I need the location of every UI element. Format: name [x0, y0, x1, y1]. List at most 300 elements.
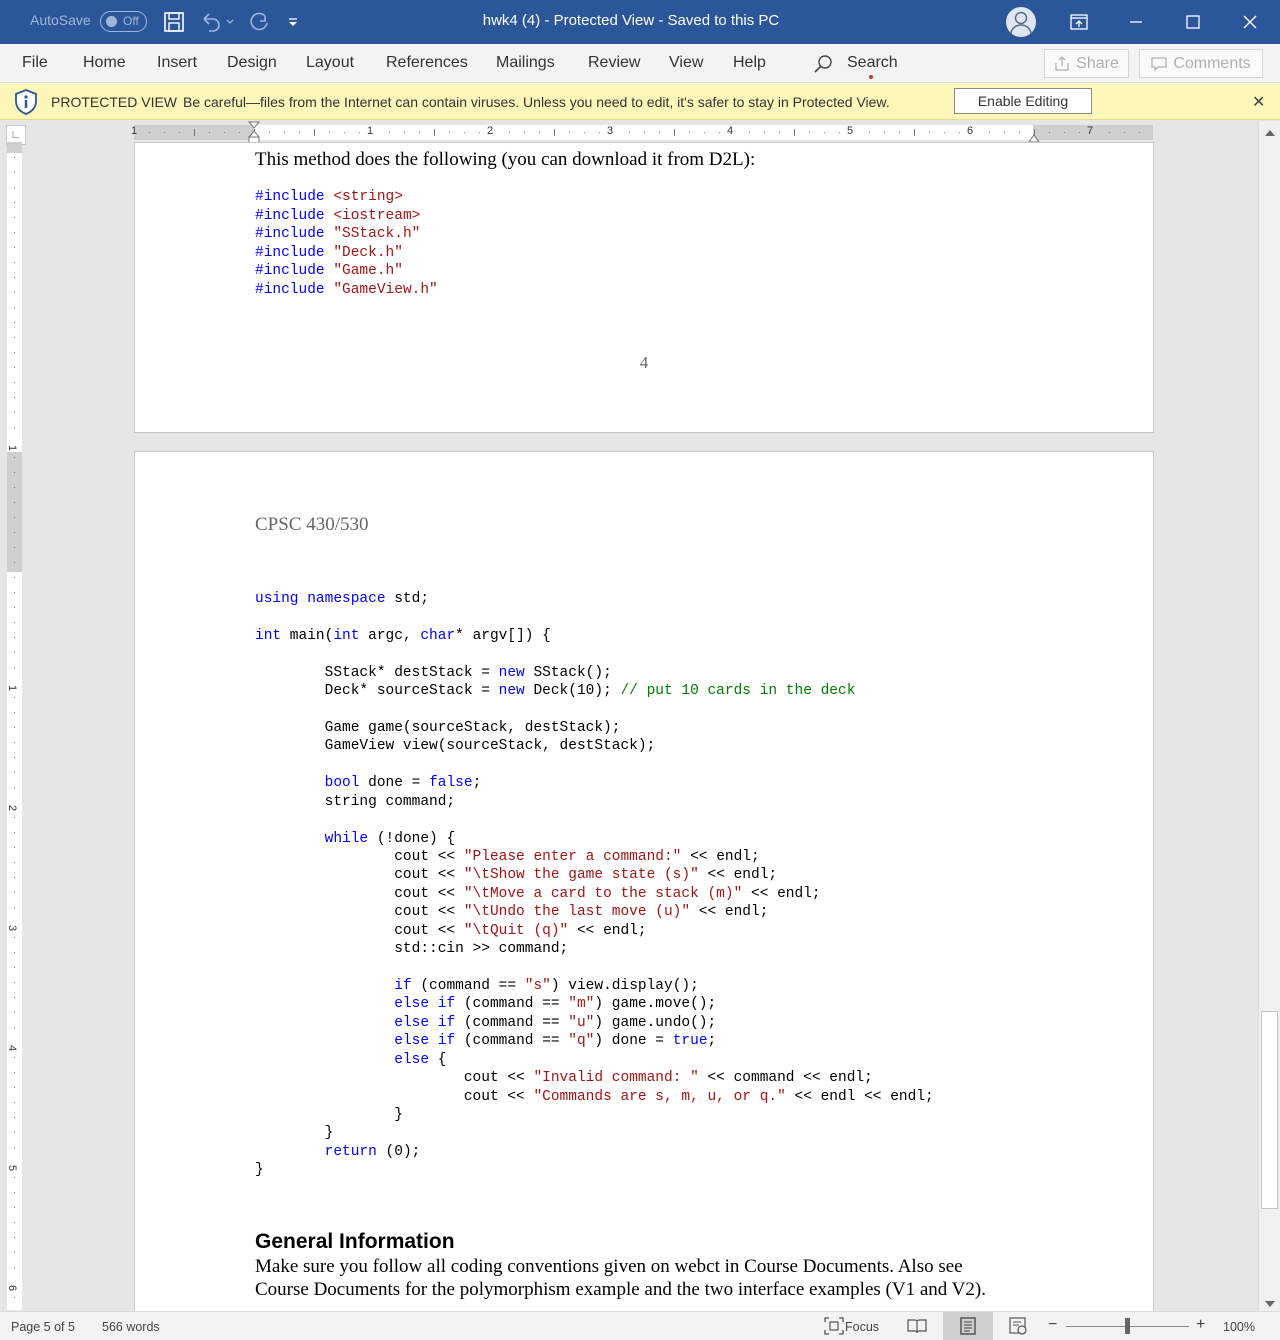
code-line	[255, 922, 647, 941]
scrollbar-thumb[interactable]	[1261, 1011, 1278, 1209]
tab-selector[interactable]: ∟	[6, 125, 26, 145]
code-token: }	[255, 1162, 264, 1179]
code-line	[255, 830, 455, 849]
ruler-tick	[14, 1297, 15, 1298]
ruler-tick	[14, 232, 15, 233]
ruler-tick	[14, 757, 15, 758]
ruler-tick	[764, 132, 765, 133]
include-line	[255, 225, 420, 244]
info-shield-icon	[13, 88, 39, 121]
code-line	[255, 940, 568, 959]
ruler-tick	[359, 132, 360, 133]
ruler-tick	[449, 132, 450, 133]
ruler-tick	[14, 262, 15, 263]
ruler-tick	[1139, 132, 1140, 133]
ruler-tick	[164, 132, 165, 133]
ruler-number: 5	[6, 1164, 19, 1172]
code-token: * argv[]) {	[455, 627, 551, 644]
ruler-tick	[14, 847, 15, 848]
ruler-tick	[14, 1102, 15, 1103]
document-title: hwk4 (4) - Protected View - Saved to this PC	[482, 12, 780, 29]
code-line	[255, 1014, 716, 1033]
title-bar	[0, 0, 1280, 44]
include-directive: #include	[255, 207, 325, 224]
ruler-tick	[14, 397, 15, 398]
vertical-ruler[interactable]	[7, 142, 22, 1310]
ruler-tick	[14, 1252, 15, 1253]
code-line	[255, 682, 855, 701]
ruler-tick	[989, 132, 990, 133]
code-token: cout <<	[255, 922, 464, 939]
include-line	[255, 207, 420, 226]
autosave-state: Off	[123, 14, 139, 28]
enable-editing-button[interactable]: Enable Editing	[954, 88, 1092, 114]
code-token: else	[394, 1051, 430, 1068]
ruler-tick	[14, 547, 15, 548]
ruler-tick	[14, 307, 15, 308]
tab-review[interactable]: Review	[588, 54, 641, 71]
include-target: "SStack.h"	[333, 226, 421, 243]
ruler-number: 5	[847, 125, 854, 137]
ruler-tick	[14, 1012, 15, 1013]
code-line	[255, 995, 716, 1014]
code-token: cout <<	[255, 1070, 534, 1087]
ruler-tick	[14, 1207, 15, 1208]
ruler-tick	[884, 132, 885, 133]
ribbon-display-options-icon[interactable]	[1050, 0, 1107, 44]
include-target: "Deck.h"	[333, 244, 403, 261]
code-line	[255, 1088, 934, 1107]
code-line	[255, 1069, 873, 1088]
ruler-tick	[914, 129, 915, 136]
code-token: if	[394, 978, 412, 995]
ruler-tick	[809, 132, 810, 133]
comments-button[interactable]	[1139, 49, 1263, 78]
ruler-tick	[779, 132, 780, 133]
tab-layout[interactable]: Layout	[306, 54, 355, 71]
ruler-number: 1	[131, 125, 138, 137]
include-line	[255, 188, 403, 207]
code-token: return	[324, 1143, 377, 1160]
protected-view-bar	[0, 83, 1280, 120]
ruler-tick	[194, 129, 195, 136]
horizontal-ruler-zone	[0, 121, 1258, 142]
code-token: "\tQuit (q)"	[463, 922, 569, 939]
account-avatar[interactable]	[1006, 7, 1036, 37]
ruler-tick	[269, 132, 270, 133]
ruler-tick	[14, 382, 15, 383]
code-line	[255, 774, 481, 793]
code-line	[255, 737, 655, 756]
ruler-tick	[14, 892, 15, 893]
ruler-tick	[14, 502, 15, 503]
code-token: else if	[394, 1014, 456, 1031]
ruler-number: 6	[6, 1284, 19, 1292]
code-token: char	[420, 627, 456, 644]
ruler-tick	[14, 967, 15, 968]
code-line	[255, 885, 821, 904]
search-icon	[813, 54, 833, 79]
ruler-tick	[14, 772, 15, 773]
tab-view[interactable]: View	[669, 54, 704, 71]
code-line	[255, 1161, 264, 1180]
code-token: new	[498, 683, 525, 700]
comments-label: Comments	[1173, 54, 1251, 72]
ruler-tick	[659, 132, 660, 133]
share-icon	[1054, 56, 1070, 72]
code-line	[255, 1051, 446, 1070]
code-token: ;	[472, 775, 482, 792]
code-token: (!done) {	[368, 830, 456, 847]
ruler-tick	[14, 487, 15, 488]
ruler-tick	[479, 132, 480, 133]
ruler-tick	[14, 1237, 15, 1238]
code-token: true	[672, 1033, 708, 1050]
ruler-tick	[14, 817, 15, 818]
section-heading: General Information	[255, 1230, 455, 1253]
ruler-number: 3	[607, 125, 614, 137]
include-directive: #include	[255, 282, 325, 298]
top-margin-region-2	[7, 452, 22, 572]
code-token: GameView view(sourceStack, destStack);	[255, 738, 656, 755]
ruler-tick	[209, 132, 210, 133]
ruler-tick	[14, 157, 15, 158]
word-count[interactable]: 566 words	[102, 1320, 160, 1334]
code-token: Deck* sourceStack =	[255, 683, 499, 700]
read-mode-icon[interactable]	[907, 1317, 927, 1338]
page-number: 4	[639, 353, 649, 372]
code-line	[255, 1143, 420, 1162]
ruler-tick	[1049, 132, 1050, 133]
ruler-tick	[14, 1072, 15, 1073]
code-token: "\tShow the game state (s)"	[463, 867, 699, 884]
ruler-tick	[14, 247, 15, 248]
code-token: << endl << endl;	[785, 1088, 934, 1105]
ruler-tick	[404, 132, 405, 133]
code-token: int	[333, 627, 360, 644]
code-token: SStack();	[524, 664, 612, 681]
ruler-tick	[14, 1222, 15, 1223]
ruler-tick	[14, 607, 15, 608]
focus-icon[interactable]	[824, 1317, 844, 1338]
ruler-tick	[1109, 132, 1110, 133]
tab-file[interactable]: File	[22, 54, 48, 71]
ruler-tick	[14, 652, 15, 653]
ruler-tick	[1019, 132, 1020, 133]
code-token: (command ==	[411, 978, 525, 995]
ruler-tick	[629, 132, 630, 133]
ruler-tick	[539, 132, 540, 133]
page-header: CPSC 430/530	[255, 514, 369, 535]
include-target: <string>	[333, 189, 403, 205]
code-token: cout <<	[255, 904, 464, 921]
code-token	[255, 996, 394, 1012]
code-token: else if	[394, 996, 456, 1013]
ruler-tick	[524, 132, 525, 133]
page-info[interactable]: Page 5 of 5	[11, 1320, 75, 1334]
code-token: done =	[359, 775, 430, 792]
top-margin-region-1	[7, 142, 22, 153]
code-token: // put 10 cards in the deck	[620, 683, 856, 700]
maximize-icon[interactable]	[1164, 0, 1221, 44]
code-line	[255, 627, 551, 646]
ruler-tick	[14, 472, 15, 473]
include-directive: #include	[255, 189, 325, 205]
ruler-tick	[839, 132, 840, 133]
scroll-up-icon[interactable]	[1264, 125, 1276, 143]
ruler-tick	[14, 727, 15, 728]
code-token: cout <<	[255, 1088, 534, 1105]
ruler-tick	[509, 132, 510, 133]
protected-view-message: Be careful—files from the Internet can contain viruses. Unless you need to edit, it's safer to stay in Protected View.	[183, 94, 890, 110]
code-token: "\tMove a card to the stack (m)"	[463, 885, 743, 902]
zoom-level[interactable]: 100%	[1223, 1320, 1255, 1334]
ruler-tick	[14, 592, 15, 593]
autosave-label: AutoSave	[30, 12, 91, 28]
zoom-in-button[interactable]: +	[1196, 1316, 1206, 1333]
print-layout-button[interactable]	[943, 1312, 993, 1340]
ruler-number: 1	[6, 684, 19, 692]
ruler-tick	[584, 132, 585, 133]
ruler-tick	[14, 367, 15, 368]
code-token: main(	[281, 627, 334, 644]
code-token	[255, 775, 325, 791]
ruler-tick	[794, 129, 795, 136]
ruler-tick	[1079, 132, 1080, 133]
ruler-tick	[14, 997, 15, 998]
search-box[interactable]	[813, 52, 913, 76]
zoom-out-button[interactable]: −	[1048, 1316, 1058, 1333]
code-line	[255, 1106, 403, 1125]
code-token: ) game.undo();	[594, 1014, 717, 1031]
ruler-tick	[14, 862, 15, 863]
comment-icon	[1151, 56, 1167, 72]
code-token: (command ==	[455, 1033, 569, 1050]
ruler-tick	[299, 132, 300, 133]
code-line	[255, 1124, 333, 1143]
minimize-icon[interactable]	[1107, 0, 1164, 44]
code-token: (command ==	[455, 996, 569, 1013]
code-token	[255, 1015, 394, 1031]
code-token: "Commands are s, m, u, or q."	[533, 1088, 786, 1105]
code-token: << endl;	[690, 904, 769, 921]
include-directive: #include	[255, 263, 325, 280]
code-token: ;	[707, 1033, 717, 1050]
code-token: << command << endl;	[698, 1070, 873, 1087]
close-icon[interactable]	[1221, 0, 1278, 44]
ruler-tick	[419, 132, 420, 133]
code-token: Game game(sourceStack, destStack);	[255, 720, 621, 736]
code-token	[255, 1033, 394, 1049]
share-label: Share	[1076, 54, 1119, 72]
include-directive: #include	[255, 244, 325, 261]
ruler-tick	[14, 337, 15, 338]
ruler-tick	[599, 132, 600, 133]
ruler-tick	[14, 427, 15, 428]
ruler-number: 1	[367, 125, 374, 137]
share-button[interactable]	[1044, 49, 1129, 78]
ruler-tick	[329, 132, 330, 133]
ruler-number: 4	[6, 1044, 19, 1052]
ruler-tick	[14, 532, 15, 533]
web-layout-icon[interactable]	[1009, 1317, 1029, 1338]
code-token: << endl;	[568, 922, 647, 939]
vertical-scrollbar[interactable]	[1258, 121, 1280, 1311]
ruler-tick	[14, 172, 15, 173]
ruler-tick	[14, 217, 15, 218]
include-target: <iostream>	[333, 207, 421, 224]
close-bar-icon[interactable]: ✕	[1252, 94, 1266, 111]
ruler-tick	[14, 577, 15, 578]
ruler-tick	[14, 877, 15, 878]
ruler-tick	[14, 907, 15, 908]
code-line	[255, 866, 777, 885]
ruler-tick	[314, 129, 315, 136]
code-token	[255, 831, 325, 847]
ruler-number: 6	[967, 125, 974, 137]
code-token	[255, 1144, 325, 1160]
tab-references[interactable]: References	[386, 54, 468, 71]
ruler-tick	[554, 129, 555, 136]
code-token: "\tUndo the last move (u)"	[463, 904, 691, 921]
ruler-tick	[944, 132, 945, 133]
ruler-tick	[14, 412, 15, 413]
page-5	[134, 451, 1154, 1331]
ruler-tick	[14, 1117, 15, 1118]
ruler-tick	[899, 132, 900, 133]
ruler-tick	[14, 1027, 15, 1028]
focus-label[interactable]: Focus	[845, 1320, 880, 1334]
code-line	[255, 977, 699, 996]
ruler-tick	[14, 457, 15, 458]
code-token: ) view.display();	[550, 978, 699, 995]
code-line	[255, 590, 429, 609]
ruler-number: 7	[1087, 125, 1094, 137]
ruler-tick	[14, 712, 15, 713]
ruler-tick	[14, 937, 15, 938]
code-token: }	[255, 1125, 334, 1142]
ruler-tick	[14, 742, 15, 743]
tab-design[interactable]: Design	[227, 54, 277, 71]
code-token: while	[324, 830, 369, 847]
ruler-tick	[224, 132, 225, 133]
ruler-tick	[14, 277, 15, 278]
code-token: << endl;	[742, 885, 821, 902]
ruler-tick	[929, 132, 930, 133]
ruler-tick	[14, 1177, 15, 1178]
ruler-tick	[464, 132, 465, 133]
tab-insert[interactable]: Insert	[157, 54, 198, 71]
intro-text: This method does the following (you can download it from D2L):	[255, 149, 756, 170]
code-token: "m"	[568, 996, 595, 1013]
ruler-tick	[1064, 132, 1065, 133]
include-line	[255, 262, 403, 281]
code-token: cout <<	[255, 867, 464, 884]
code-token: << endl;	[698, 867, 778, 884]
ruler-tick	[14, 517, 15, 518]
ruler-tick	[14, 562, 15, 563]
ruler-tick	[389, 132, 390, 133]
ruler-tick	[14, 1267, 15, 1268]
code-token: (command ==	[455, 1014, 569, 1031]
code-token: else if	[394, 1033, 456, 1050]
include-target: "GameView.h"	[333, 282, 438, 298]
ruler-tick	[1124, 132, 1125, 133]
ruler-number: 2	[6, 804, 19, 812]
code-token: using namespace	[255, 591, 386, 607]
code-token	[255, 1052, 394, 1068]
code-token	[255, 978, 394, 994]
code-token: cout <<	[255, 849, 464, 866]
notification-dot	[869, 75, 873, 79]
code-token: ) done =	[594, 1033, 673, 1050]
include-line	[255, 244, 403, 263]
horizontal-ruler[interactable]	[131, 125, 1153, 140]
code-token: "Invalid command: "	[533, 1070, 699, 1087]
ruler-tick	[14, 622, 15, 623]
code-line	[255, 1032, 716, 1051]
include-target: "Game.h"	[333, 263, 403, 280]
ruler-tick	[149, 132, 150, 133]
ruler-tick	[14, 292, 15, 293]
code-line	[255, 903, 768, 922]
ruler-tick	[644, 132, 645, 133]
code-token: cout <<	[255, 885, 464, 902]
include-directive: #include	[255, 226, 325, 243]
paragraph-line-1: Make sure you follow all coding conventions given on webct in Course Documents. Also see	[255, 1256, 963, 1277]
ruler-tick	[14, 352, 15, 353]
ruler-tick	[719, 132, 720, 133]
code-token: }	[255, 1107, 403, 1124]
code-token: false	[429, 775, 473, 792]
code-line	[255, 719, 620, 738]
tab-help[interactable]: Help	[733, 54, 766, 71]
ruler-tick	[1004, 132, 1005, 133]
ruler-tick	[14, 952, 15, 953]
ruler-number: 4	[727, 125, 734, 137]
code-token: SStack* destStack =	[255, 664, 499, 681]
ruler-tick	[14, 1192, 15, 1193]
tab-mailings[interactable]: Mailings	[496, 54, 555, 71]
code-token: int	[255, 627, 282, 644]
ruler-tick	[869, 132, 870, 133]
print-layout-icon	[959, 1317, 977, 1338]
search-label: Search	[847, 54, 898, 71]
ruler-tick	[179, 132, 180, 133]
ruler-tick	[14, 187, 15, 188]
ruler-tick	[674, 129, 675, 136]
code-token: {	[429, 1051, 447, 1068]
protected-view-title: PROTECTED VIEW	[51, 94, 178, 110]
ruler-tick	[959, 132, 960, 133]
ruler-tick	[14, 982, 15, 983]
ruler-tick	[749, 132, 750, 133]
code-token: string command;	[255, 793, 456, 810]
code-token: Deck(10);	[524, 683, 621, 700]
code-token: "Please enter a command:"	[463, 849, 682, 866]
ruler-tick	[14, 637, 15, 638]
zoom-slider-thumb[interactable]	[1125, 1318, 1130, 1334]
code-token: new	[498, 664, 525, 681]
ruler-tick	[14, 697, 15, 698]
paragraph-line-2: Course Documents for the polymorphism example and the two interface examples (V1 and V2).	[255, 1279, 986, 1300]
ruler-tick	[704, 132, 705, 133]
ruler-tick	[14, 322, 15, 323]
ruler-number: 2	[487, 125, 494, 137]
tab-home[interactable]: Home	[83, 54, 126, 71]
code-line	[255, 848, 760, 867]
ruler-tick	[14, 202, 15, 203]
